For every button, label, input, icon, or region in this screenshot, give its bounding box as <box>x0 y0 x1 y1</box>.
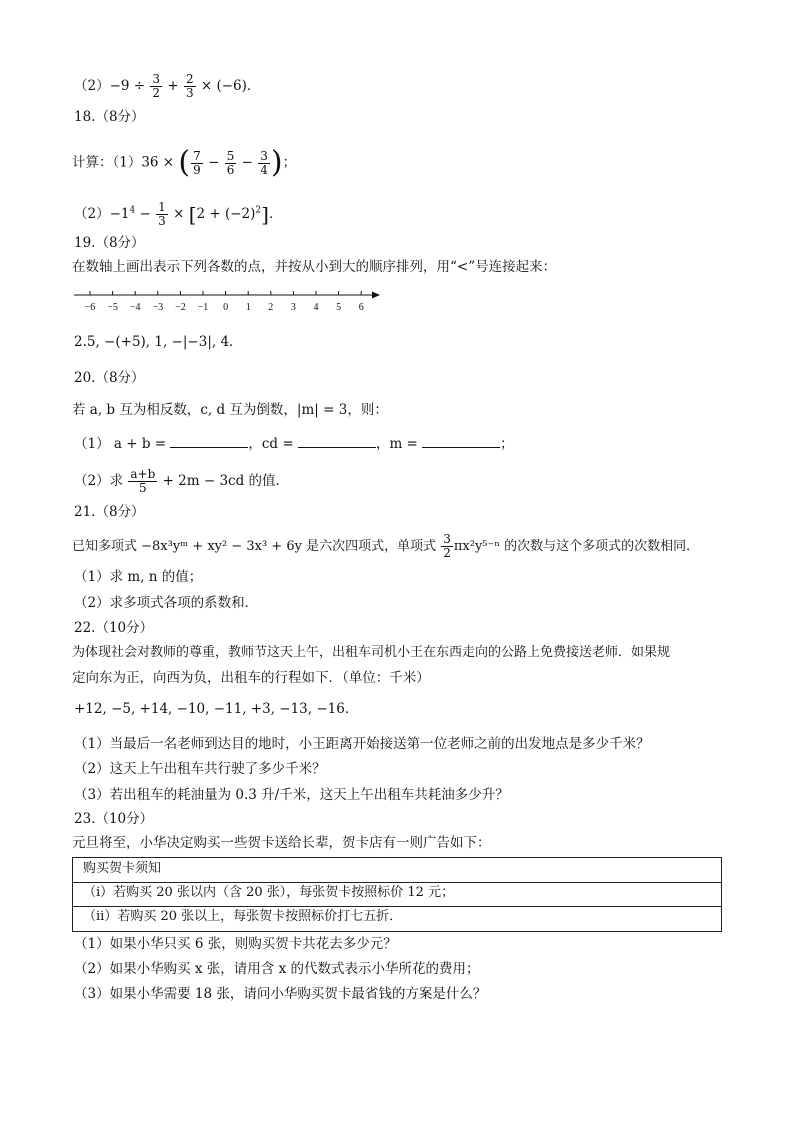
q17-part2: （2）−9 ÷ $\frac{3}{2}$ + $\frac{2}{3}$ × (−6)． <box>74 72 261 100</box>
tick-label: −2 <box>175 302 186 313</box>
tick-label: 2 <box>268 302 274 313</box>
q21-condition: 已知多项式 −8x³yᵐ + xy² − 3x³ + 6y 是六次四项式，单项式 $\frac{3}{2}$ πx²y⁵⁻ⁿ 的次数与这个多项式的次数相同． <box>72 532 700 560</box>
q20-part1: （1） a + b = ，cd = ，m = ； <box>74 436 514 452</box>
q23-part1: （1）如果小华只买 6 张，则购买贺卡共花去多少元？ <box>74 936 397 952</box>
q21-part1: （1）求 m, n 的值； <box>74 569 203 585</box>
fraction: $\frac{1}{3}$ <box>158 200 166 228</box>
q22-part3: （3）若出租车的耗油量为 0.3 升/千米，这天上午出租车共耗油多少升？ <box>74 787 509 803</box>
q23-part3: （3）如果小华需要 18 张，请问小华购买贺卡最省钱的方案是什么？ <box>74 986 487 1002</box>
fraction: $\frac{5}{6}$ <box>226 148 235 177</box>
number-line <box>70 286 385 316</box>
q18-part1: 计算：（1）36 × ( $\frac{7}{9}$ − $\frac{5}{6}$ − $\frac{3}{4}$ )； <box>72 145 297 180</box>
tick-label: −5 <box>107 302 118 313</box>
tick-label: 1 <box>245 302 251 313</box>
number-line-ticks <box>85 291 364 313</box>
q23-text: 元旦将至，小华决定购买一些贺卡送给长辈，贺卡店有一则广告如下： <box>72 835 491 851</box>
advertisement-title: 购买贺卡须知 <box>73 858 721 883</box>
q23-header: 23.（10分） <box>74 811 154 827</box>
tick-label: 4 <box>313 302 319 313</box>
q22-part2: （2）这天上午出租车共行驶了多少千米？ <box>74 761 326 777</box>
q19-text: 在数轴上画出表示下列各数的点，并按从小到大的顺序排列，用“<”号连接起来： <box>72 259 557 275</box>
tick-label: 0 <box>223 302 229 313</box>
q22-header: 22.（10分） <box>74 620 154 636</box>
q21-part2: （2）求多项式各项的系数和． <box>74 595 259 611</box>
q19-header: 19.（8分） <box>74 235 145 251</box>
q18-part2: $(2)-1^4$ − $\frac{1}{3}$ × $[2 + (-2)^2]$． <box>74 200 283 228</box>
fraction: $\frac{3}{2}$ <box>152 72 161 100</box>
tick-label: 3 <box>290 302 296 313</box>
answer-blank-m[interactable] <box>422 435 500 448</box>
tick-label: 5 <box>336 302 342 313</box>
q22-text-2: 定向东为正，向西为负，出租车的行程如下．（单位：千米） <box>72 670 430 686</box>
tick-label: −4 <box>129 302 141 313</box>
advertisement-rule-2: （ii）若购买 20 张以上，每张贺卡按照标价打七五折． <box>83 909 403 924</box>
tick-label: −6 <box>84 302 96 313</box>
answer-blank-sum[interactable] <box>170 435 248 448</box>
tick-label: −3 <box>152 302 164 313</box>
fraction: $\frac{2}{3}$ <box>185 72 194 100</box>
q18-header: 18.（8分） <box>74 109 145 125</box>
q20-part2: （2）求 $\frac{a+b}{5}$ + 2m − 3cd 的值． <box>74 467 290 495</box>
q22-text-1: 为体现社会对教师的尊重，教师节这天上午，出租车司机小王在东西走向的公路上免费接送老师．如果规 <box>72 645 671 660</box>
fraction: $\frac{3}{2}$ <box>443 532 451 560</box>
q20-condition: 若 a, b 互为相反数，c, d 互为倒数，|m| = 3，则： <box>72 402 388 418</box>
q22-data: +12, −5, +14, −10, −11, +3, −13, −16． <box>74 701 359 717</box>
q22-part1: （1）当最后一名老师到达目的地时，小王距离开始接送第一位老师之前的出发地点是多少千米？ <box>74 736 650 752</box>
arrow-right-icon <box>372 292 380 299</box>
advertisement-box <box>72 857 722 932</box>
tick-label: 6 <box>358 302 364 313</box>
q21-header: 21.（8分） <box>74 504 145 520</box>
advertisement-rule-1: （i）若购买 20 张以内（含 20 张），每张贺卡按照标价 12 元； <box>73 882 721 907</box>
tick-label: −1 <box>197 302 209 313</box>
fraction: $\frac{7}{9}$ <box>193 148 201 177</box>
q20-header: 20.（8分） <box>74 370 145 386</box>
fraction: $\frac{3}{4}$ <box>260 148 268 177</box>
q23-part2: （2）如果小华购买 x 张，请用含 x 的代数式表示小华所花的费用； <box>74 961 480 977</box>
answer-blank-product[interactable] <box>298 435 376 448</box>
fraction: $\frac{a+b}{5}$ <box>130 467 156 495</box>
q19-numbers: 2.5, −(+5), 1, −|−3|, 4． <box>74 334 243 350</box>
